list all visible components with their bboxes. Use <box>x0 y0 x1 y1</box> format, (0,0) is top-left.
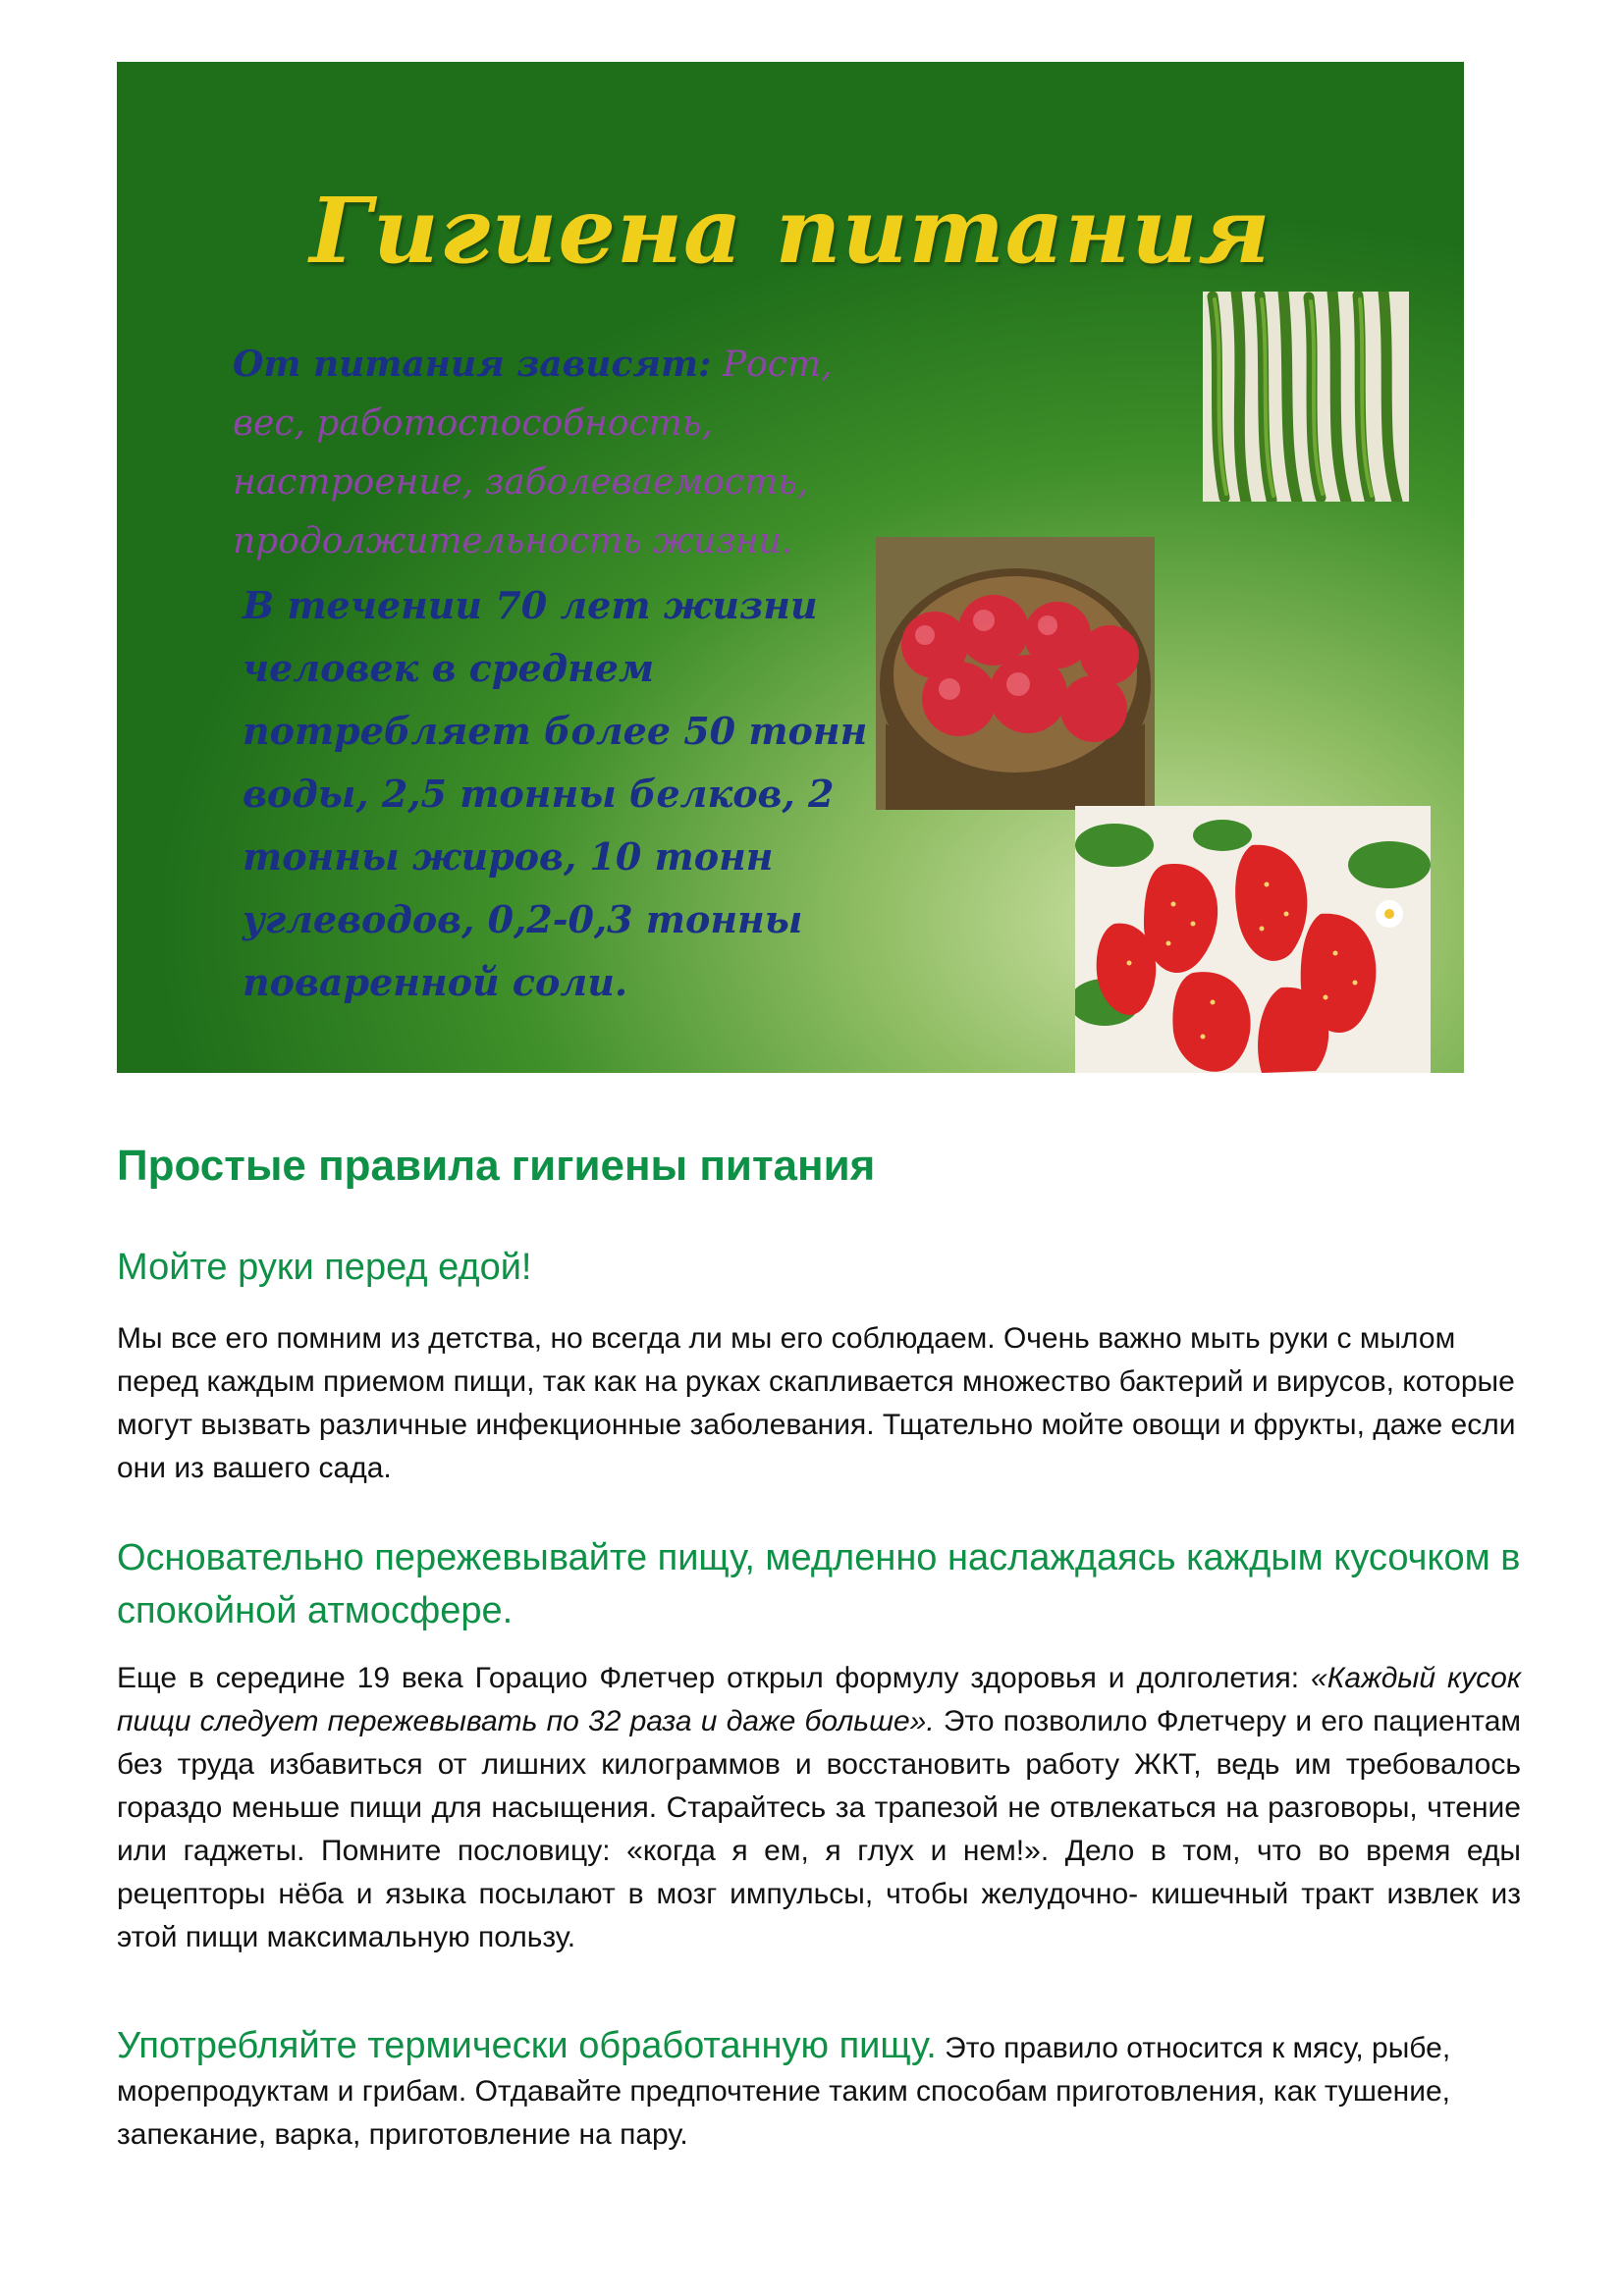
section-body-wash-hands: Мы все его помним из детства, но всегда ли мы его соблюдаем. Очень важно мыть руки с мылом перед каждым приемом пищи, так как на руках скапливается множество бактерий и вирусов, которые могут вызвать различные инфекционные заболевания. Тщательно мойте овощи и фрукты, даже если они из вашего сада. <box>117 1322 1516 1484</box>
section-body-chew <box>117 1657 1521 1959</box>
main-heading: Простые правила гигиены питания <box>117 1142 876 1190</box>
dependencies-label: От питания зависят: <box>233 344 712 385</box>
green-beans-photo <box>1203 292 1409 502</box>
apples-basket-photo <box>876 537 1155 810</box>
section-heading-cooked-food: Употребляйте термически обработанную пищу. <box>117 2025 937 2066</box>
dependencies-value: Рост, вес, работоспособность, настроение, заболеваемость, продолжительность жизни. <box>233 345 833 561</box>
banner-stats-text: В течении 70 лет жизни человек в среднем потребляет более 50 тонн воды, 2,5 тонны белков, 2 тонны жиров, 10 тонн углеводов, 0,2-0,3 тонны поваренной соли. <box>243 583 868 1004</box>
section-heading-wash-hands: Мойте руки перед едой! <box>117 1247 532 1288</box>
section-body-cooked-food: Это правило относится к мясу, рыбе, морепродуктам и грибам. Отдавайте предпочтение таким способам приготовления, как тушение, запекание, варка, приготовление на пару. <box>117 2032 1451 2151</box>
banner-title: Гигиена питания <box>309 178 1272 284</box>
strawberries-photo <box>1075 806 1431 1073</box>
section-cooked-food <box>117 2024 1521 2157</box>
fletcher-quote: «Каждый кусок пищи следует пережевывать по 32 раза и даже больше». <box>117 1662 1521 1737</box>
section-heading-chew: Основательно пережевывайте пищу, медленно наслаждаясь каждым кусочком в спокойной атмосфере. <box>117 1537 1521 1631</box>
chew-body-end: Это позволило Флетчеру и его пациентам без труда избавиться от лишних килограммов и восстановить работу ЖКТ, ведь им требовалось гораздо меньше пищи для насыщения. Старайтесь за трапезой не отвлекаться на разговоры, чтение или гаджеты. Помните пословицу: «когда я ем, я глух и нем!». Дело в том, что во время еды рецепторы нёба и языка посылают в мозг импульсы, чтобы желудочно- кишечный тракт извлек из этой пищи максимальную пользу. <box>117 1705 1522 1953</box>
banner-image <box>117 62 1464 1073</box>
banner-dependencies-text <box>233 335 861 571</box>
chew-body-start: Еще в середине 19 века Горацио Флетчер открыл формулу здоровья и долголетия: <box>117 1662 1312 1694</box>
